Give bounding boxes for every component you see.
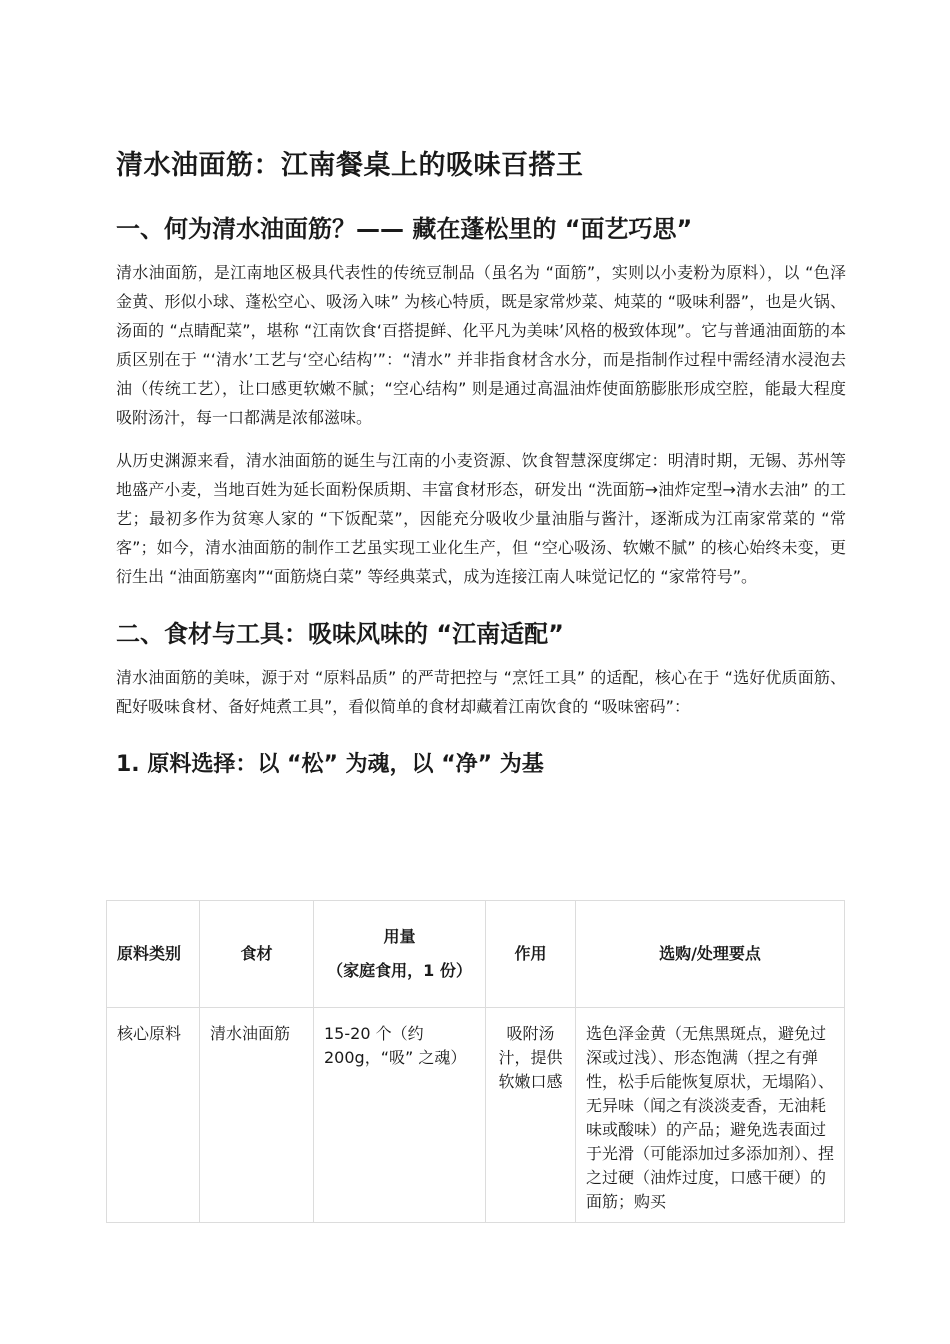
table-header-row — [107, 901, 845, 1008]
section-1-paragraph-2: 从历史渊源来看，清水油面筋的诞生与江南的小麦资源、饮食智慧深度绑定：明清时期，无锡、苏州等地盛产小麦，当地百姓为延长面粉保质期、丰富食材形态，研发出 “洗面筋→油炸定型→清水去油” 的工艺；最初多作为贫寒人家的 “下饭配菜”，因能充分吸收少量油脂与酱汁，逐渐成为江南家常菜的 “常客”；如今，清水油面筋的制作工艺虽实现工业化生产，但 “空心吸汤、软嫩不腻” 的核心始终未变，更衍生出 “油面筋塞肉”“面筋烧白菜” 等经典菜式，成为连接江南人味觉记忆的 “家常符号”。 — [116, 451, 846, 586]
ingredient-table — [106, 900, 845, 1223]
header-amount-line-2: （家庭食用，1 份） — [327, 961, 472, 980]
ingredient-table-wrapper — [106, 900, 844, 1223]
header-amount — [314, 901, 486, 1008]
header-category: 原料类别 — [107, 901, 200, 1008]
header-function: 作用 — [486, 901, 576, 1008]
cell-amount: 15-20 个（约 200g，“吸” 之魂） — [314, 1008, 486, 1223]
cell-tips: 选色泽金黄（无焦黑斑点，避免过深或过浅）、形态饱满（捏之有弹性，松手后能恢复原状，无塌陷）、无异味（闻之有淡淡麦香，无油耗味或酸味）的产品；避免选表面过于光滑（可能添加过多添加剂）、捏之过硬（油炸过度，口感干硬）的面筋；购买 — [576, 1008, 845, 1223]
header-ingredient: 食材 — [200, 901, 314, 1008]
table-row — [107, 1008, 845, 1223]
subsection-heading-raw-materials: 1. 原料选择：以 “松” 为魂，以 “净” 为基 — [116, 752, 544, 777]
cell-function: 吸附汤汁，提供软嫩口感 — [486, 1008, 576, 1223]
section-heading-2: 二、食材与工具：吸味风味的 “江南适配” — [116, 620, 564, 648]
document-body — [116, 148, 846, 821]
header-tips: 选购/处理要点 — [576, 901, 845, 1008]
header-amount-line-1: 用量 — [383, 927, 416, 946]
page-title: 清水油面筋：江南餐桌上的吸味百搭王 — [116, 150, 584, 181]
section-1-paragraph-1: 清水油面筋，是江南地区极具代表性的传统豆制品（虽名为 “面筋”，实则以小麦粉为原料），以 “色泽金黄、形似小球、蓬松空心、吸汤入味” 为核心特质，既是家常炒菜、炖菜的 “吸味利器”，也是火锅、汤面的 “点睛配菜”，堪称 “江南饮食‘百搭提鲜、化平凡为美味’风格的极致体现”。它与普通油面筋的本质区别在于 “‘清水’工艺与‘空心结构’”：“清水” 并非指食材含水分，而是指制作过程中需经清水浸泡去油（传统工艺），让口感更软嫩不腻；“空心结构” 则是通过高温油炸使面筋膨胀形成空腔，能最大程度吸附汤汁，每一口都满是浓郁滋味。 — [116, 263, 846, 427]
cell-category: 核心原料 — [107, 1008, 200, 1223]
section-heading-1: 一、何为清水油面筋？—— 藏在蓬松里的 “面艺巧思” — [116, 215, 693, 243]
section-2-paragraph-1: 清水油面筋的美味，源于对 “原料品质” 的严苛把控与 “烹饪工具” 的适配，核心在于 “选好优质面筋、配好吸味食材、备好炖煮工具”，看似简单的食材却藏着江南饮食的 “吸味密码”： — [116, 668, 846, 716]
cell-ingredient: 清水油面筋 — [200, 1008, 314, 1223]
